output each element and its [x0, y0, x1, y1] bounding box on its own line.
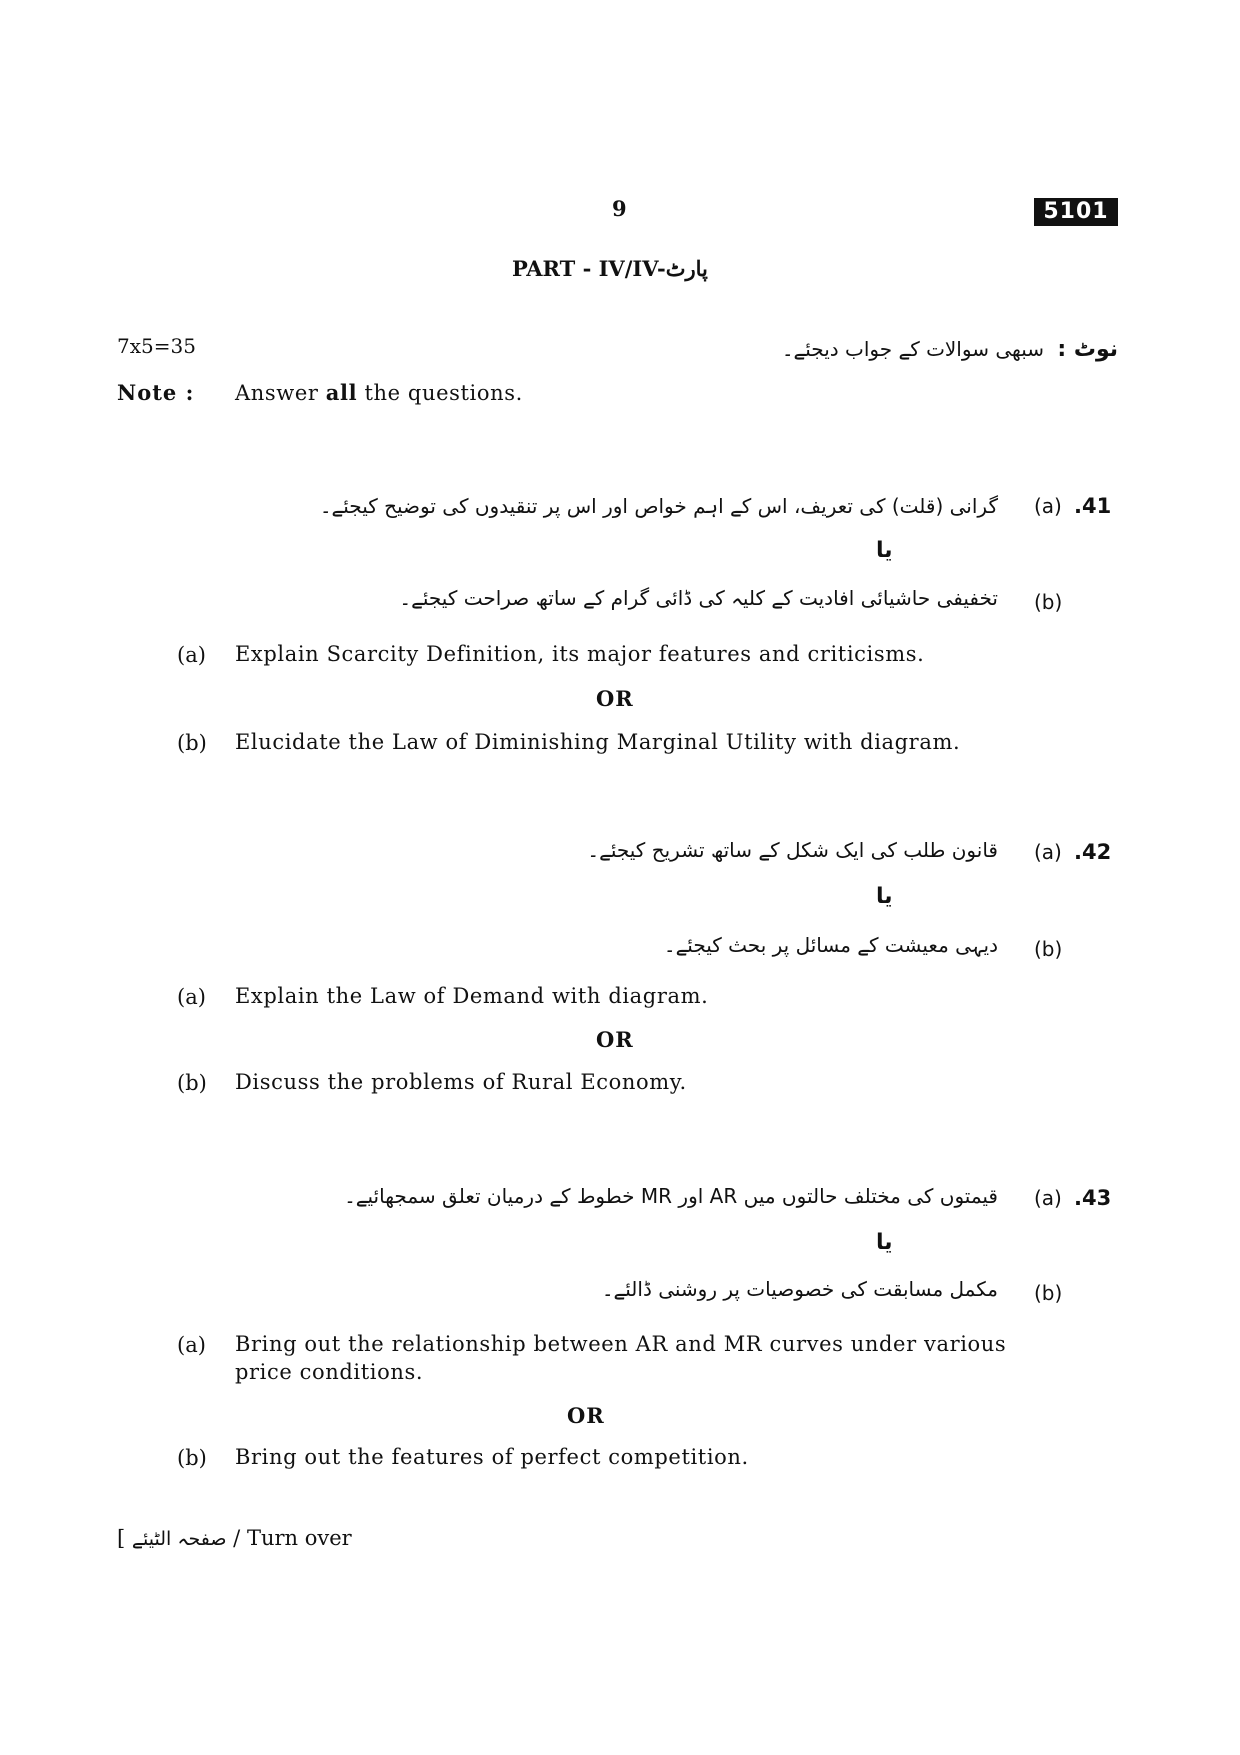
urdu-a-label-43: (a) — [1034, 1186, 1062, 1210]
page-number: 9 — [612, 196, 627, 221]
urdu-or-42: یا — [876, 884, 893, 909]
urdu-a-label-41: (a) — [1034, 494, 1062, 518]
en-question-43b: Bring out the features of perfect competition. — [235, 1445, 749, 1469]
question-number-41: .41 — [1074, 494, 1112, 518]
urdu-question-43a: قیمتوں کی مختلف حالتوں میں AR اور MR خطوط کے درمیان تعلق سمجھائیے۔ — [344, 1184, 998, 1208]
en-question-41b: Elucidate the Law of Diminishing Marginal Utility with diagram. — [235, 730, 961, 754]
note-bold: all — [325, 380, 358, 405]
en-b-label-41: (b) — [177, 731, 207, 755]
urdu-b-label-42: (b) — [1034, 937, 1063, 961]
en-b-label-43: (b) — [177, 1446, 207, 1470]
part-title: PART - IV/IV-پارٹ — [512, 256, 708, 281]
footer-urdu: صفحہ الٹیئے — [131, 1528, 227, 1550]
footer-bracket: [ — [117, 1526, 126, 1550]
urdu-question-42b: دیہی معیشت کے مسائل پر بحث کیجئے۔ — [663, 933, 998, 957]
urdu-b-label-41: (b) — [1034, 590, 1063, 614]
or-43: OR — [567, 1403, 605, 1428]
en-a-label-42: (a) — [177, 985, 206, 1009]
urdu-a-label-42: (a) — [1034, 840, 1062, 864]
marks-allocation: 7x5=35 — [117, 334, 196, 358]
note-label: Note : — [117, 380, 195, 405]
paper-code-badge: 5101 — [1034, 198, 1118, 226]
urdu-b-label-43: (b) — [1034, 1281, 1063, 1305]
urdu-question-41b: تخفیفی حاشیائی افادیت کے کلیہ کی ڈائی گرام کے ساتھ صراحت کیجئے۔ — [399, 586, 998, 610]
urdu-note-text: سبھی سوالات کے جواب دیجئے۔ — [781, 337, 1044, 361]
urdu-question-42a: قانون طلب کی ایک شکل کے ساتھ تشریح کیجئے۔ — [587, 838, 998, 862]
or-41: OR — [596, 686, 634, 711]
note-suffix: the questions. — [364, 381, 523, 405]
en-question-42b: Discuss the problems of Rural Economy. — [235, 1070, 687, 1094]
en-question-43a: Bring out the relationship between AR and MR curves under various price conditions. — [235, 1332, 1007, 1384]
en-b-label-42: (b) — [177, 1071, 207, 1095]
note-text — [235, 380, 523, 405]
footer-english: Turn over — [246, 1526, 352, 1550]
urdu-question-43b: مکمل مسابقت کی خصوصیات پر روشنی ڈالئے۔ — [601, 1277, 998, 1301]
question-number-43: .43 — [1074, 1186, 1112, 1210]
urdu-or-41: یا — [876, 538, 893, 563]
urdu-question-41a: گرانی (قلت) کی تعریف، اس کے اہم خواص اور اس پر تنقیدوں کی توضیح کیجئے۔ — [319, 494, 998, 518]
urdu-or-43: یا — [876, 1230, 893, 1255]
en-question-42a: Explain the Law of Demand with diagram. — [235, 984, 709, 1008]
en-a-label-43: (a) — [177, 1333, 206, 1357]
question-number-42: .42 — [1074, 840, 1112, 864]
footer-separator: / — [233, 1526, 241, 1550]
turn-over-footer — [117, 1526, 352, 1550]
urdu-note-label: نوٹ : — [1057, 337, 1118, 362]
en-question-41a: Explain Scarcity Definition, its major features and criticisms. — [235, 642, 925, 666]
or-42: OR — [596, 1027, 634, 1052]
en-a-label-41: (a) — [177, 643, 206, 667]
note-prefix: Answer — [235, 381, 319, 405]
